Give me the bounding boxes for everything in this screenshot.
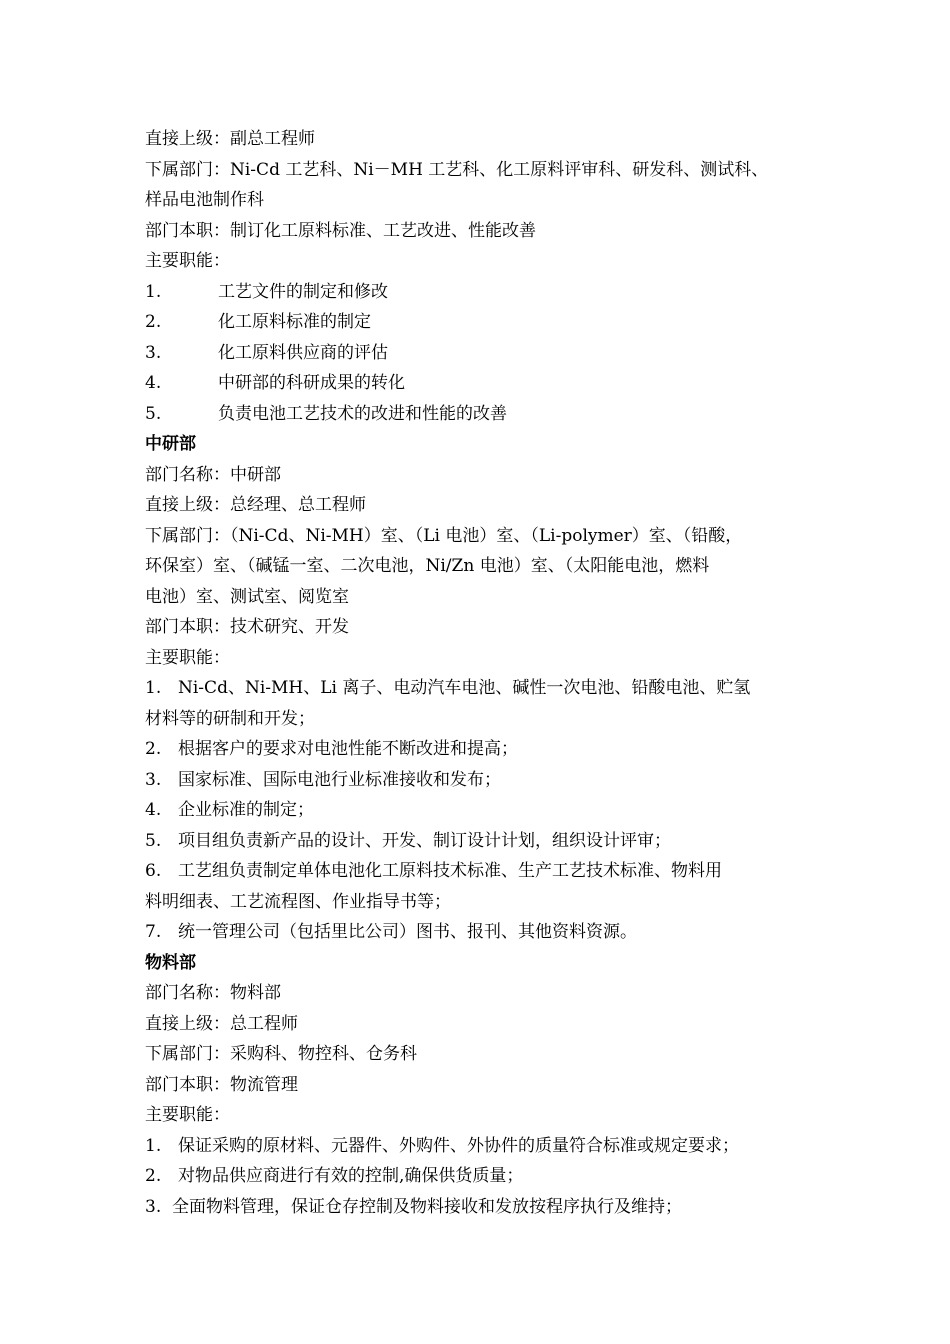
subdepartments-line-cont: 环保室）室、（碱锰一室、二次电池，Ni/Zn 电池）室、（太阳能电池，燃料 — [145, 556, 710, 576]
functions-label: 主要职能： — [145, 251, 230, 271]
function-item — [145, 277, 825, 308]
duty-line: 部门本职：制订化工原料标准、工艺改进、性能改善 — [145, 220, 536, 241]
item-text: 工艺文件的制定和修改 — [218, 281, 388, 302]
item-number: 4. — [145, 800, 162, 820]
function-item — [145, 399, 825, 430]
item-text: 中研部的科研成果的转化 — [218, 373, 405, 393]
item-text: 项目组负责新产品的设计、开发、制订设计计划，组织设计评审； — [178, 830, 671, 851]
item-text: 国家标准、国际电池行业标准接收和发布； — [178, 769, 501, 790]
function-item — [145, 856, 825, 887]
item-number: 5. — [145, 403, 162, 424]
function-item-cont: 料明细表、工艺流程图、作业指导书等； — [145, 891, 451, 912]
item-text: 负责电池工艺技术的改进和性能的改善 — [218, 403, 507, 424]
subdepartments-line: 下属部门：Ni-Cd 工艺科、Ni－MH 工艺科、化工原料评审科、研发科、测试科、 — [145, 159, 769, 180]
subdepartments-line-cont: 样品电池制作科 — [145, 190, 264, 210]
item-number: 1. — [145, 678, 162, 698]
function-item — [145, 307, 825, 338]
item-number: 4. — [145, 373, 162, 393]
item-text: Ni-Cd、Ni-MH、Li 离子、电动汽车电池、碱性一次电池、铅酸电池、贮氢 — [178, 678, 751, 698]
function-item — [145, 1192, 825, 1223]
duty-line: 部门本职：物流管理 — [145, 1074, 298, 1095]
supervisor-line: 直接上级：副总工程师 — [145, 129, 315, 149]
department-name-line: 部门名称：中研部 — [145, 464, 281, 485]
item-text: 企业标准的制定； — [178, 800, 314, 820]
subdepartments-line: 下属部门：（Ni-Cd、Ni-MH）室、（Li 电池）室、（Li-polymer）室、（铅酸， — [145, 525, 743, 546]
item-number: 5. — [145, 830, 162, 851]
item-text: 根据客户的要求对电池性能不断改进和提高； — [178, 739, 518, 759]
item-text: 对物品供应商进行有效的控制,确保供货质量； — [178, 1166, 524, 1186]
item-number: 1. — [145, 281, 162, 302]
item-text: 化工原料供应商的评估 — [218, 342, 388, 363]
function-item — [145, 734, 825, 765]
section-heading: 物料部 — [145, 952, 196, 973]
item-number: 2. — [145, 739, 162, 759]
item-number: 6. — [145, 861, 162, 881]
function-item-cont: 材料等的研制和开发； — [145, 708, 315, 729]
item-number: 3. — [145, 769, 162, 790]
function-item — [145, 368, 825, 399]
supervisor-line: 直接上级：总经理、总工程师 — [145, 495, 366, 515]
duty-line: 部门本职：技术研究、开发 — [145, 617, 349, 637]
item-text: 统一管理公司（包括里比公司）图书、报刊、其他资料资源。 — [178, 922, 637, 942]
function-item — [145, 826, 825, 857]
functions-label: 主要职能： — [145, 647, 230, 668]
supervisor-line: 直接上级：总工程师 — [145, 1013, 298, 1034]
function-item — [145, 765, 825, 796]
item-number: 3. — [145, 1196, 162, 1217]
function-item — [145, 917, 825, 948]
function-item — [145, 1161, 825, 1192]
function-item — [145, 338, 825, 369]
item-number: 7. — [145, 922, 162, 942]
item-number: 2. — [145, 312, 162, 332]
item-text: 保证采购的原材料、元器件、外购件、外协件的质量符合标准或规定要求； — [178, 1135, 739, 1156]
subdepartments-line-cont: 电池）室、测试室、阅览室 — [145, 586, 349, 607]
section-heading: 中研部 — [145, 434, 196, 454]
function-item — [145, 1131, 825, 1162]
department-name-line: 部门名称：物料部 — [145, 983, 281, 1003]
item-number: 2. — [145, 1166, 162, 1186]
item-text: 化工原料标准的制定 — [218, 312, 371, 332]
item-number: 3. — [145, 342, 162, 363]
item-text: 全面物料管理，保证仓存控制及物料接收和发放按程序执行及维持； — [172, 1196, 682, 1217]
functions-label: 主要职能： — [145, 1105, 230, 1125]
item-text: 工艺组负责制定单体电池化工原料技术标准、生产工艺技术标准、物料用 — [178, 861, 722, 881]
document-page — [145, 124, 825, 1222]
function-item — [145, 795, 825, 826]
function-item — [145, 673, 825, 704]
item-number: 1. — [145, 1135, 162, 1156]
subdepartments-line: 下属部门：采购科、物控科、仓务科 — [145, 1044, 417, 1064]
